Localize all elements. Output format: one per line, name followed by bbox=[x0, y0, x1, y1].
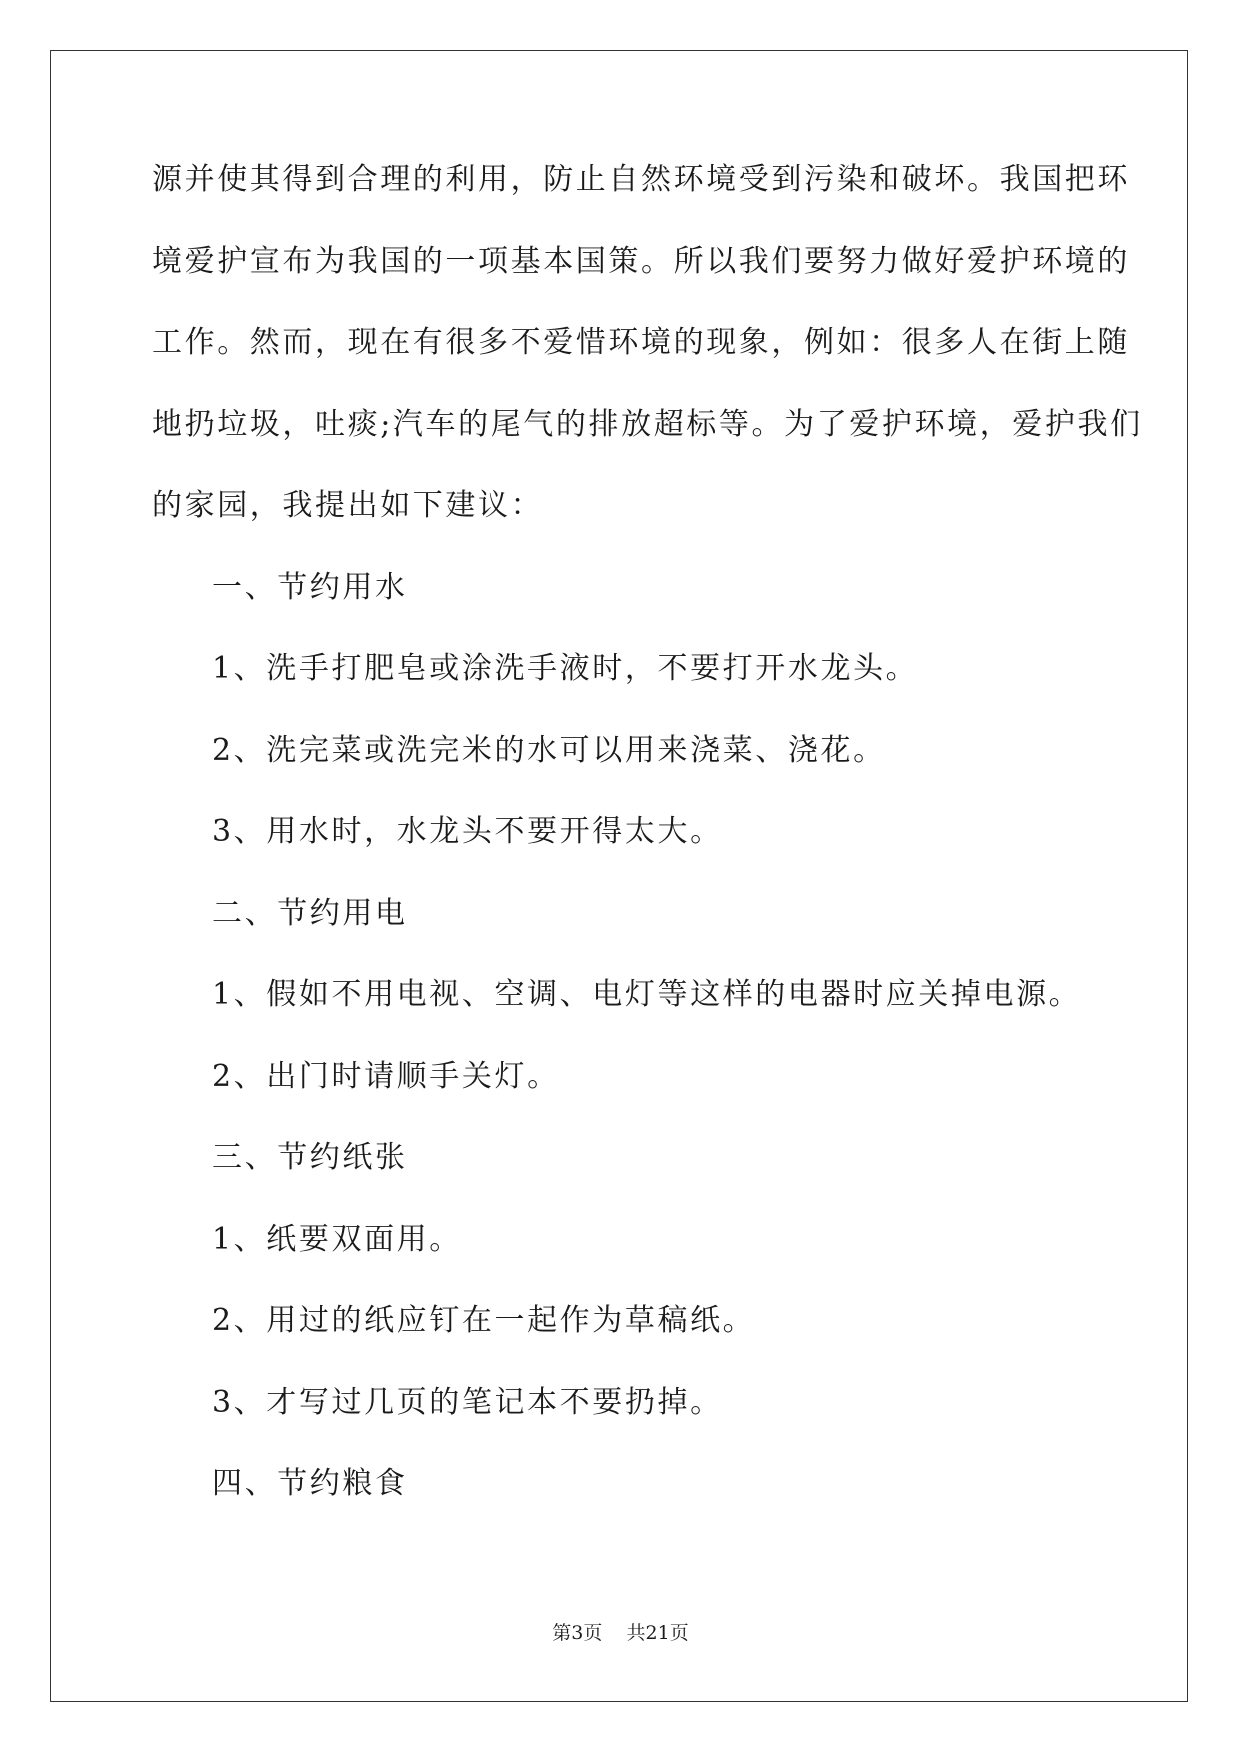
list-item: 2、洗完菜或洗完米的水可以用来浇菜、浇花。 bbox=[212, 732, 886, 768]
list-item: 1、假如不用电视、空调、电灯等这样的电器时应关掉电源。 bbox=[212, 977, 1082, 1012]
paragraph-line: 工作。然而，现在有很多不爱惜环境的现象，例如：很多人在街上随 bbox=[152, 325, 1130, 360]
paragraph-line: 源并使其得到合理的利用，防止自然环境受到污染和破坏。我国把环 bbox=[152, 162, 1130, 197]
page-footer bbox=[0, 1618, 1241, 1645]
intro-paragraph bbox=[152, 155, 1143, 563]
list-item: 1、洗手打肥皂或涂洗手液时，不要打开水龙头。 bbox=[212, 651, 919, 686]
section-heading-paper: 三、节约纸张 bbox=[212, 1140, 408, 1175]
paragraph-line: 地扔垃圾，吐痰;汽车的尾气的排放超标等。为了爱护环境，爱护我们 bbox=[152, 406, 1143, 442]
list-item: 2、出门时请顺手关灯。 bbox=[212, 1058, 560, 1094]
list-item: 3、用水时，水龙头不要开得太大。 bbox=[212, 814, 723, 849]
section-heading-food: 四、节约粮食 bbox=[212, 1466, 408, 1501]
list-item: 3、才写过几页的笔记本不要扔掉。 bbox=[212, 1384, 723, 1420]
total-pages: 21 bbox=[645, 1622, 670, 1644]
page-label-prefix: 第 bbox=[552, 1622, 572, 1644]
section-heading-electricity: 二、节约用电 bbox=[212, 895, 408, 931]
total-label-prefix: 共 bbox=[626, 1622, 646, 1644]
list-item: 1、纸要双面用。 bbox=[212, 1221, 462, 1257]
paragraph-line: 的家园，我提出如下建议： bbox=[152, 488, 544, 523]
section-heading-water: 一、节约用水 bbox=[212, 569, 408, 605]
document-body bbox=[152, 155, 1143, 1541]
paragraph-line: 境爱护宣布为我国的一项基本国策。所以我们要努力做好爱护环境的 bbox=[152, 243, 1130, 279]
page-label-suffix: 页 bbox=[583, 1622, 603, 1644]
page-number: 3 bbox=[571, 1622, 584, 1644]
list-item: 2、用过的纸应钉在一起作为草稿纸。 bbox=[212, 1303, 756, 1338]
total-label-suffix: 页 bbox=[669, 1622, 689, 1644]
